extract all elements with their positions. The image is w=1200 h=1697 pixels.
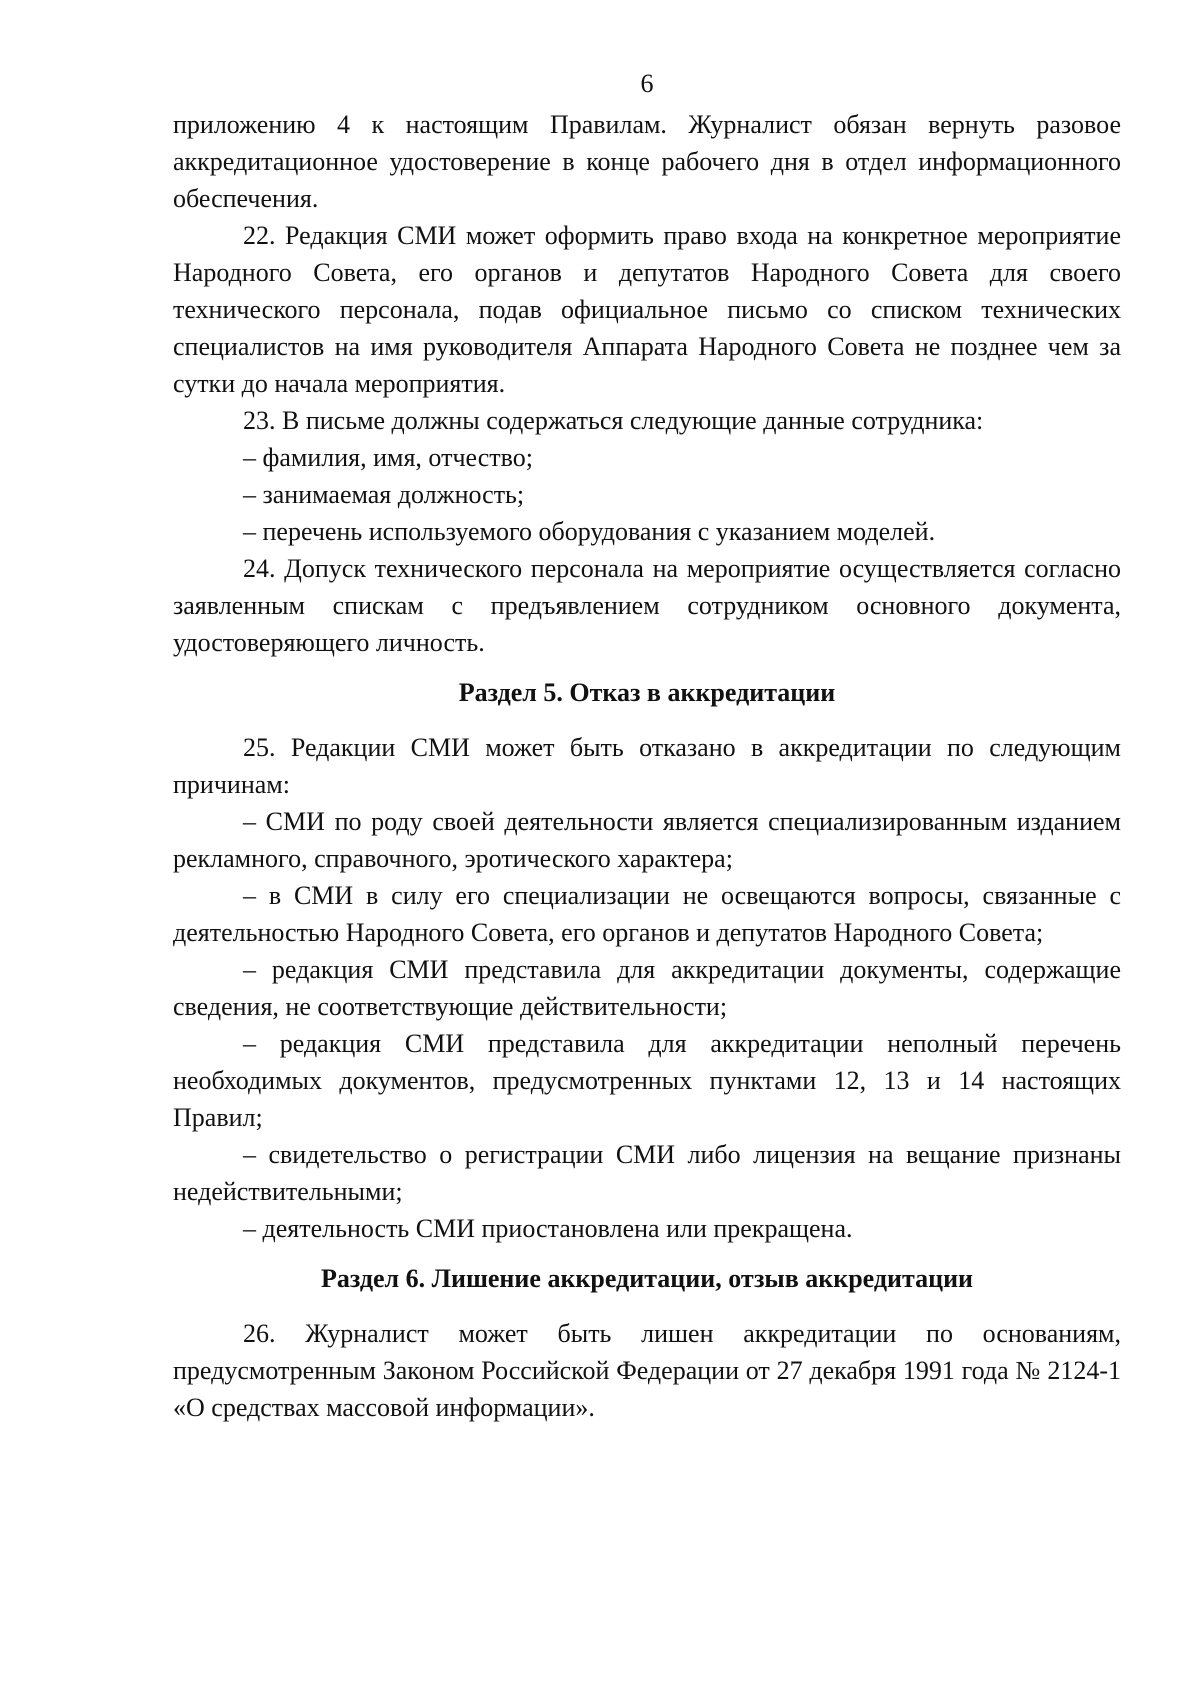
spacer <box>173 661 1121 674</box>
list-item-position: – занимаемая должность; <box>243 480 525 509</box>
list-item-reason: – в СМИ в силу его специализации не освещаются вопросы, связанные с деятельностью Народного Совета, его органов и депутатов Народного Совета; <box>173 881 1121 947</box>
paragraph-25: 25. Редакции СМИ может быть отказано в аккредитации по следующим причинам: <box>173 733 1121 799</box>
section-5-title: Раздел 5. Отказ в аккредитации <box>458 678 836 707</box>
spacer <box>173 1297 1121 1315</box>
list-item-equipment: – перечень используемого оборудования с указанием моделей. <box>243 517 936 546</box>
paragraph-continuation: приложению 4 к настоящим Правилам. Журналист обязан вернуть разовое аккредитационное удостоверение в конце рабочего дня в отдел информационного обеспечения. <box>173 110 1121 213</box>
page-number: 6 <box>640 69 654 98</box>
paragraph-26: 26. Журналист может быть лишен аккредитации по основаниям, предусмотренным Законом Российской Федерации от 27 декабря 1991 года № 2124-1 «О средствах массовой информации». <box>173 1319 1121 1422</box>
paragraph-22: 22. Редакция СМИ может оформить право входа на конкретное мероприятие Народного Совета, его органов и депутатов Народного Совета для своего технического персонала, подав официальное письмо со списком технических специалистов на имя руководителя Аппарата Народного Совета не позднее чем за сутки до начала мероприятия. <box>173 221 1121 398</box>
paragraph-24: 24. Допуск технического персонала на мероприятие осуществляется согласно заявленным спискам с предъявлением сотрудником основного документа, удостоверяющего личность. <box>173 554 1121 657</box>
list-item-reason: – редакция СМИ представила для аккредитации неполный перечень необходимых документов, предусмотренных пунктами 12, 13 и 14 настоящих Правил; <box>173 1029 1121 1132</box>
list-item-reason: – редакция СМИ представила для аккредитации документы, содержащие сведения, не соответствующие действительности; <box>173 955 1121 1021</box>
spacer <box>173 711 1121 729</box>
section-6-title: Раздел 6. Лишение аккредитации, отзыв аккредитации <box>320 1264 974 1293</box>
paragraph-23: 23. В письме должны содержаться следующие данные сотрудника: <box>243 406 984 435</box>
list-item-reason: – деятельность СМИ приостановлена или прекращена. <box>243 1214 853 1243</box>
list-item-reason: – свидетельство о регистрации СМИ либо лицензия на вещание признаны недействительными; <box>173 1140 1121 1206</box>
spacer <box>173 1247 1121 1260</box>
document-page <box>173 64 1121 1426</box>
list-item-reason: – СМИ по роду своей деятельности является специализированным изданием рекламного, справочного, эротического характера; <box>173 807 1121 873</box>
list-item-name: – фамилия, имя, отчество; <box>243 443 533 472</box>
